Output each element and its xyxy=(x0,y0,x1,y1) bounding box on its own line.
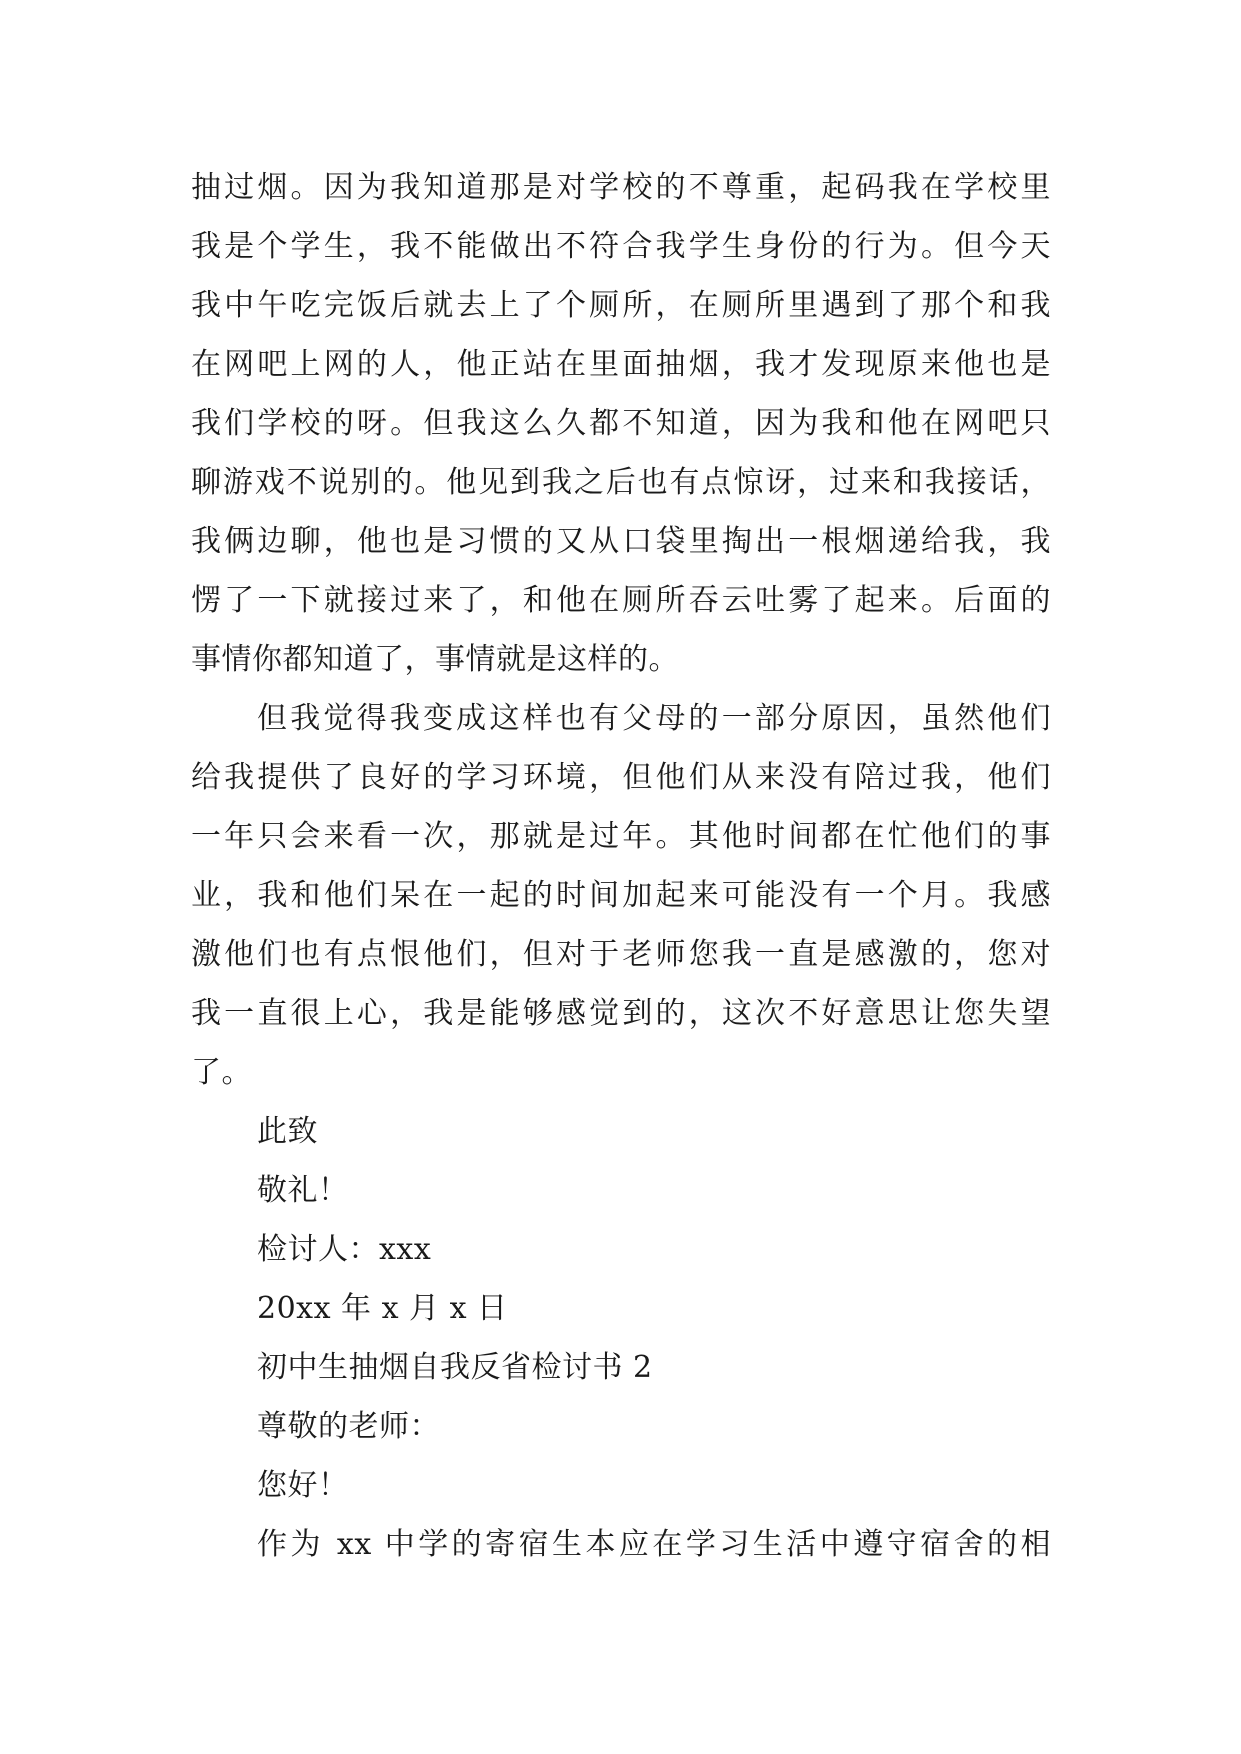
text-line: 作为 xx 中学的寄宿生本应在学习生活中遵守宿舍的相 xyxy=(257,1527,1051,1562)
closing-block xyxy=(191,1102,1051,1338)
document-page xyxy=(191,158,1051,1574)
text-line: 业，我和他们呆在一起的时间加起来可能没有一个月。我感 xyxy=(191,878,1051,913)
paragraph-1 xyxy=(191,158,1051,689)
text-line: 一年只会来看一次，那就是过年。其他时间都在忙他们的事 xyxy=(191,819,1051,854)
text-line: 愣了一下就接过来了，和他在厕所吞云吐雾了起来。后面的 xyxy=(191,583,1051,618)
next-section xyxy=(191,1338,1051,1574)
text-line: 聊游戏不说别的。他见到我之后也有点惊讶，过来和我接话， xyxy=(191,465,1051,500)
text-line: 激他们也有点恨他们，但对于老师您我一直是感激的，您对 xyxy=(191,937,1051,972)
text-line: 在网吧上网的人，他正站在里面抽烟，我才发现原来他也是 xyxy=(191,347,1051,382)
text-line: 我们学校的呀。但我这么久都不知道，因为我和他在网吧只 xyxy=(191,406,1051,441)
section-title: 初中生抽烟自我反省检讨书 2 xyxy=(257,1350,653,1385)
text-line: 事情你都知道了，事情就是这样的。 xyxy=(191,642,679,677)
greeting-line: 您好！ xyxy=(257,1468,349,1503)
text-line: 我俩边聊，他也是习惯的又从口袋里掏出一根烟递给我，我 xyxy=(191,524,1051,559)
closing-respect: 敬礼！ xyxy=(257,1173,349,1208)
text-line: 了。 xyxy=(191,1055,252,1090)
text-line: 我中午吃完饭后就去上了个厕所，在厕所里遇到了那个和我 xyxy=(191,288,1051,323)
paragraph-2 xyxy=(191,689,1051,1102)
addressee-line: 尊敬的老师： xyxy=(257,1409,440,1444)
closing-salutation: 此致 xyxy=(257,1114,318,1149)
text-line: 我一直很上心，我是能够感觉到的，这次不好意思让您失望 xyxy=(191,996,1051,1031)
text-line: 给我提供了良好的学习环境，但他们从来没有陪过我，他们 xyxy=(191,760,1051,795)
text-line: 抽过烟。因为我知道那是对学校的不尊重，起码我在学校里 xyxy=(191,170,1051,205)
text-line: 但我觉得我变成这样也有父母的一部分原因，虽然他们 xyxy=(257,701,1051,736)
date-line: 20xx 年 x 月 x 日 xyxy=(257,1291,508,1326)
author-line: 检讨人：xxx xyxy=(257,1232,432,1267)
text-line: 我是个学生，我不能做出不符合我学生身份的行为。但今天 xyxy=(191,229,1051,264)
